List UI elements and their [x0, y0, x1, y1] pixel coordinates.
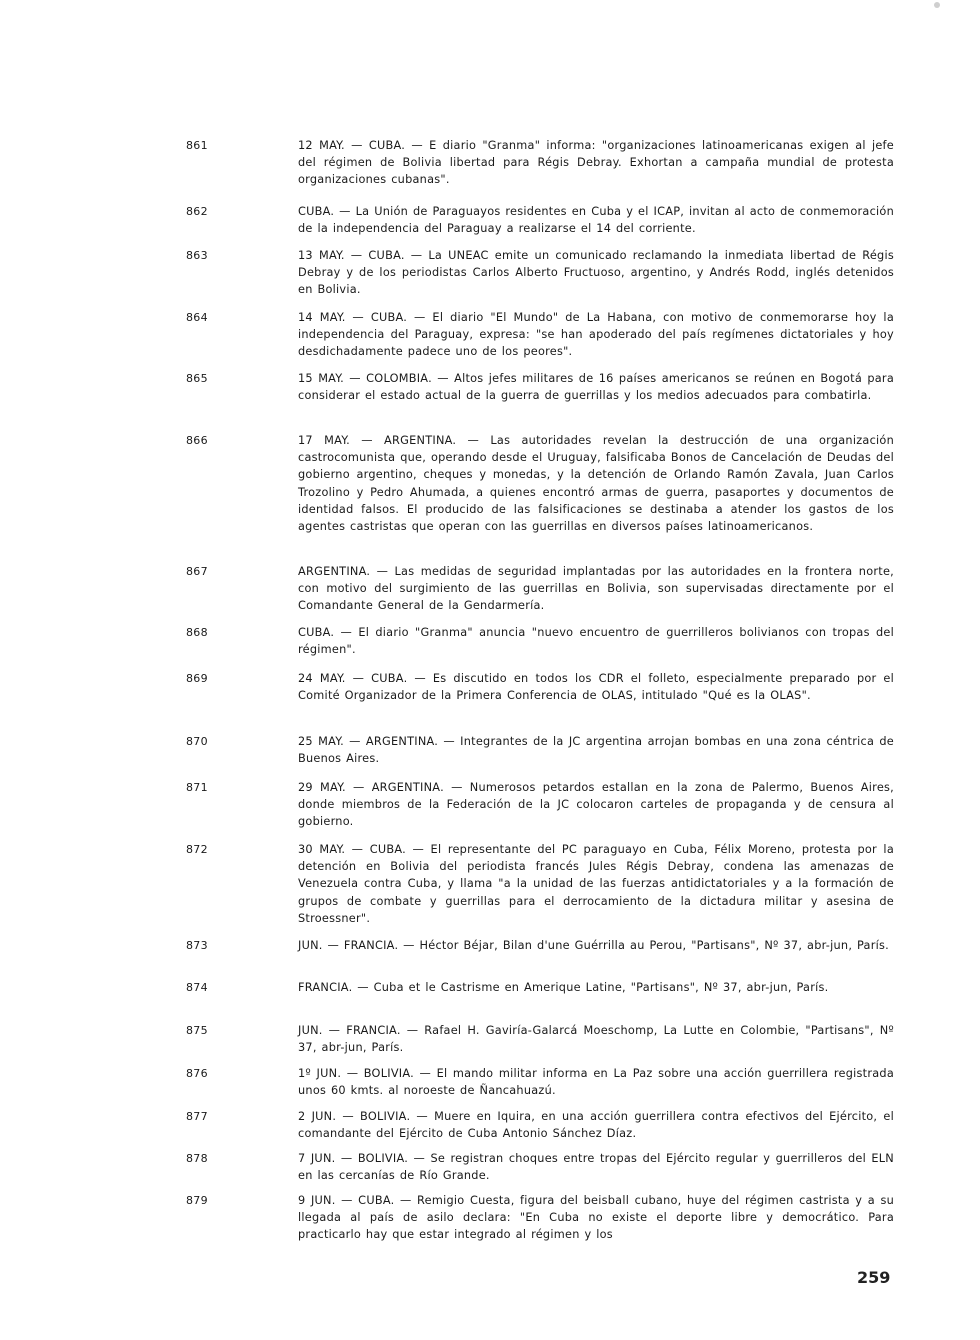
entry-number: 873: [186, 939, 208, 952]
entry-text: JUN. — FRANCIA. — Rafael H. Gaviría-Galarcá Moeschomp, La Lutte en Colombie, "Partisans", Nº 37, abr-jun, París.: [298, 1024, 894, 1055]
entry-number: 875: [186, 1024, 208, 1037]
entry-text: 17 MAY. — ARGENTINA. — Las autoridades revelan la destrucción de una organización castrocomunista que, operando desde el Uruguay, falsificaba Bonos de Cancelación de Deudas del gobierno argentino, cheques y monedas, y la detención de Orlando Ramón Zavala, Juan Carlos Trozolino y Pedro Ahumada, a quienes encontró armas de guerra, pasaportes y documentos de identidad falsos. El producido de las falsificaciones se destinaba a atender los gastos de los agentes castristas que operan con las guerrillas en diversos países latinoamericanos.: [298, 434, 894, 534]
entry-number: 864: [186, 311, 208, 324]
entry-text: CUBA. — La Unión de Paraguayos residentes en Cuba y el ICAP, invitan al acto de conmemoración de la independencia del Paraguay a realizarse el 14 del corriente.: [298, 205, 894, 236]
entry-number: 876: [186, 1067, 208, 1080]
scan-speck: [934, 2, 940, 8]
entry-number: 867: [186, 565, 208, 578]
entry-text: 24 MAY. — CUBA. — Es discutido en todos los CDR el folleto, especialmente preparado por el Comité Organizador de la Primera Conferencia de OLAS, intitulado "Qué es la OLAS".: [298, 672, 894, 703]
entry-number: 872: [186, 843, 208, 856]
entry-text: FRANCIA. — Cuba et le Castrisme en Amerique Latine, "Partisans", Nº 37, abr-jun, París.: [298, 981, 829, 994]
entry-text: 2 JUN. — BOLIVIA. — Muere en Iquira, en una acción guerrillera contra efectivos del Ejército, el comandante del Ejército de Cuba Antonio Sánchez Díaz.: [298, 1110, 894, 1141]
entry-number: 868: [186, 626, 208, 639]
entry-number: 874: [186, 981, 208, 994]
entry-text: 30 MAY. — CUBA. — El representante del PC paraguayo en Cuba, Félix Moreno, protesta por la detención en Bolivia del periodista francés Jules Régis Debray, condena las amenazas de Venezuela contra Cuba, y llama "a la unidad de las fuerzas antidictatoriales y a la formación de grupos de combate y guerrillas para el derrocamiento de la dictadura militar y asesina de Stroessner".: [298, 843, 894, 925]
entry-text: 14 MAY. — CUBA. — El diario "El Mundo" de La Habana, con motivo de conmemorarse hoy la independencia del Paraguay, expresa: "se han apoderado del país regímenes dictatoriales y hoy desdichadamente padece uno de los peores".: [298, 311, 894, 359]
entry-text: 9 JUN. — CUBA. — Remigio Cuesta, figura del beisball cubano, huye del régimen castrista y a su llegada al país de asilo declara: "En Cuba no existe el deporte libre y democrático. Para practicarlo hay que estar integrado al régimen y los: [298, 1194, 894, 1242]
entry-number: 870: [186, 735, 208, 748]
entry-number: 871: [186, 781, 208, 794]
entry-text: CUBA. — El diario "Granma" anuncia "nuevo encuentro de guerrilleros bolivianos con tropas del régimen".: [298, 626, 894, 657]
entry-number: 878: [186, 1152, 208, 1165]
entry-text: 29 MAY. — ARGENTINA. — Numerosos petardos estallan en la zona de Palermo, Buenos Aires, donde miembros de la Federación de la JC colocaron carteles de propaganda y de censura al gobierno.: [298, 781, 894, 829]
entry-number: 877: [186, 1110, 208, 1123]
entry-text: JUN. — FRANCIA. — Héctor Béjar, Bilan d'une Guérrilla au Perou, "Partisans", Nº 37, abr-jun, París.: [298, 939, 889, 952]
entry-text: 15 MAY. — COLOMBIA. — Altos jefes militares de 16 países americanos se reúnen en Bogotá para considerar el estado actual de la guerra de guerrillas y los medios adecuados para combatirla.: [298, 372, 894, 403]
entry-text: ARGENTINA. — Las medidas de seguridad implantadas por las autoridades en la frontera norte, con motivo del surgimiento de las guerrillas en Bolivia, son supervisadas directamente por el Comandante General de la Gendarmería.: [298, 565, 894, 613]
entry-text: 12 MAY. — CUBA. — E diario "Granma" informa: "organizaciones latinoamericanas exigen al jefe del régimen de Bolivia libertad para Régis Debray. Exhortan a campaña mundial de protesta organizaciones cubanas".: [298, 139, 894, 187]
entry-number: 866: [186, 434, 208, 447]
entry-text: 7 JUN. — BOLIVIA. — Se registran choques entre tropas del Ejército regular y guerrilleros del ELN en las cercanías de Río Grande.: [298, 1152, 894, 1183]
entry-number: 879: [186, 1194, 208, 1207]
entry-number: 862: [186, 205, 208, 218]
entry-text: 13 MAY. — CUBA. — La UNEAC emite un comunicado reclamando la inmediata libertad de Régis Debray y de los periodistas Carlos Alberto Fructuoso, argentino, y Andrés Rodd, inglés detenidos en Bolivia.: [298, 249, 894, 297]
entry-text: 1º JUN. — BOLIVIA. — El mando militar informa en La Paz sobre una acción guerrillera registrada unos 60 kmts. al noroeste de Ñancahuazú.: [298, 1067, 894, 1098]
entry-text: 25 MAY. — ARGENTINA. — Integrantes de la JC argentina arrojan bombas en una zona céntrica de Buenos Aires.: [298, 735, 894, 766]
entry-number: 869: [186, 672, 208, 685]
entry-number: 861: [186, 139, 208, 152]
entry-number: 865: [186, 372, 208, 385]
page-number: 259: [857, 1268, 891, 1287]
entry-number: 863: [186, 249, 208, 262]
